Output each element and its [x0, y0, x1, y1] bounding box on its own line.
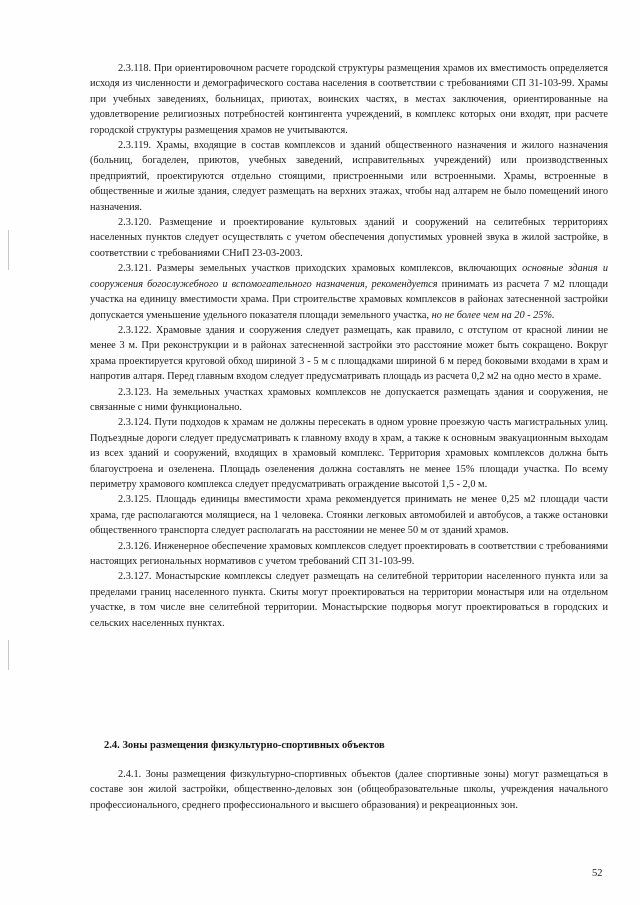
- page-number: 52: [592, 868, 603, 879]
- scan-edge-mark: [8, 230, 9, 270]
- p121-italic-1: основные здания и сооружения богослужебного и вспомогательного назначения, рекомендуется: [90, 263, 608, 290]
- paragraph-2-3-125: 2.3.125. Площадь единицы вместимости храма рекомендуется принимать не менее 0,25 м2 площади части храма, где располагаются молящиеся, на 1 человека. Стоянки легковых автомобилей и автобусов, а также остановки общественного транспорта следует располагать на расстоянии не менее 50 м от зданий храмов.: [90, 494, 608, 537]
- p121-italic-2: но не более чем на 20 - 25%.: [431, 309, 555, 321]
- scan-edge-mark: [8, 640, 9, 670]
- paragraph-2-3-121: [90, 261, 608, 323]
- paragraph-2-3-124: 2.3.124. Пути подходов к храмам не должны пересекать в одном уровне проезжую часть магистральных улиц. Подъездные дороги следует предусматривать к главному входу в храм, а также к основным эвакуационным выходам из всех зданий и сооружений, входящих в храмовый комплекс. Территория храмовых комплексов должна быть благоустроена и озеленена. Площадь озеленения должна составлять не менее 15% площади участка. По всему периметру храмового комплекса следует предусматривать ограждение высотой 1,5 - 2,0 м.: [90, 417, 608, 490]
- paragraph-2-3-120: 2.3.120. Размещение и проектирование культовых зданий и сооружений на селитебных территориях населенных пунктов следует осуществлять с учетом обеспечения допустимых уровней звука в жилой застройке, в соответствии с требованиями СНиП 23-03-2003.: [90, 217, 608, 259]
- paragraph-2-3-126: 2.3.126. Инженерное обеспечение храмовых комплексов следует проектировать в соответствии с требованиями настоящих региональных нормативов с учетом требований СП 31-103-99.: [90, 540, 608, 567]
- paragraph-2-3-123: 2.3.123. На земельных участках храмовых комплексов не допускается размещать здания и сооружения, не связанные с ними функционально.: [90, 386, 608, 413]
- paragraph-2-3-127: 2.3.127. Монастырские комплексы следует размещать на селитебной территории населенного пункта или за пределами границ населенного пункта. Скиты могут проектироваться на территории монастыря или на отдельном участке, в том числе вне селитебной территории. Монастырские подворья могут проектироваться в городских и сельских населенных пунктах.: [90, 571, 608, 629]
- document-body: [90, 61, 608, 631]
- section-body: [90, 767, 608, 813]
- paragraph-2-3-122: 2.3.122. Храмовые здания и сооружения следует размещать, как правило, с отступом от красной линии не менее 3 м. При реконструкции и в районах затесненной застройки это расстояние может быть сокращено. Вокруг храма проектируется круговой обход шириной 3 - 5 м с площадками шириной 6 м перед боковыми входами в храм и напротив алтаря. Перед главным входом следует предусматривать площадь из расчета 0,2 м2 на одно место в храме.: [90, 324, 608, 383]
- p121-start: 2.3.121. Размеры земельных участков приходских храмовых комплексов, включающих: [118, 263, 523, 275]
- paragraph-2-3-118: 2.3.118. При ориентировочном расчете городской структуры размещения храмов их вместимость определяется исходя из численности и демографического состава населения в соответствии с требованиями СП 31-103-99. Храмы при учебных заведениях, больницах, приютах, воинских частях, в местах заключения, ориентированные на удовлетворение религиозных потребностей контингента учреждений, в комплекс которых они входят, при расчете городской структуры размещения храмов не учитываются.: [90, 63, 608, 136]
- section-heading: 2.4. Зоны размещения физкультурно-спортивных объектов: [104, 740, 385, 751]
- paragraph-2-4-1: 2.4.1. Зоны размещения физкультурно-спортивных объектов (далее спортивные зоны) могут размещаться в составе зон жилой застройки, общественно-деловых зон (общеобразовательные школы, учреждения начального профессионального, среднего профессионального и высшего образования) и рекреационных зон.: [90, 769, 608, 811]
- paragraph-2-3-119: 2.3.119. Храмы, входящие в состав комплексов и зданий общественного назначения и жилого назначения (больниц, богаделен, приютов, учебных заведений, исправительных учреждений) или производственных предприятий, проектируются отдельно стоящими, пристроенными или встроенными. Храмы, встроенные в общественные и жилые здания, следует размещать на верхних этажах, чтобы над алтарем не было помещений иного назначения.: [90, 140, 608, 213]
- p121-middle: принимать из расчета 7 м2 площади участка на единицу вместимости храма. При строительстве храмовых комплексов в районах затесненной застройки допускается уменьшение удельного показателя площади земельного участка,: [90, 278, 609, 321]
